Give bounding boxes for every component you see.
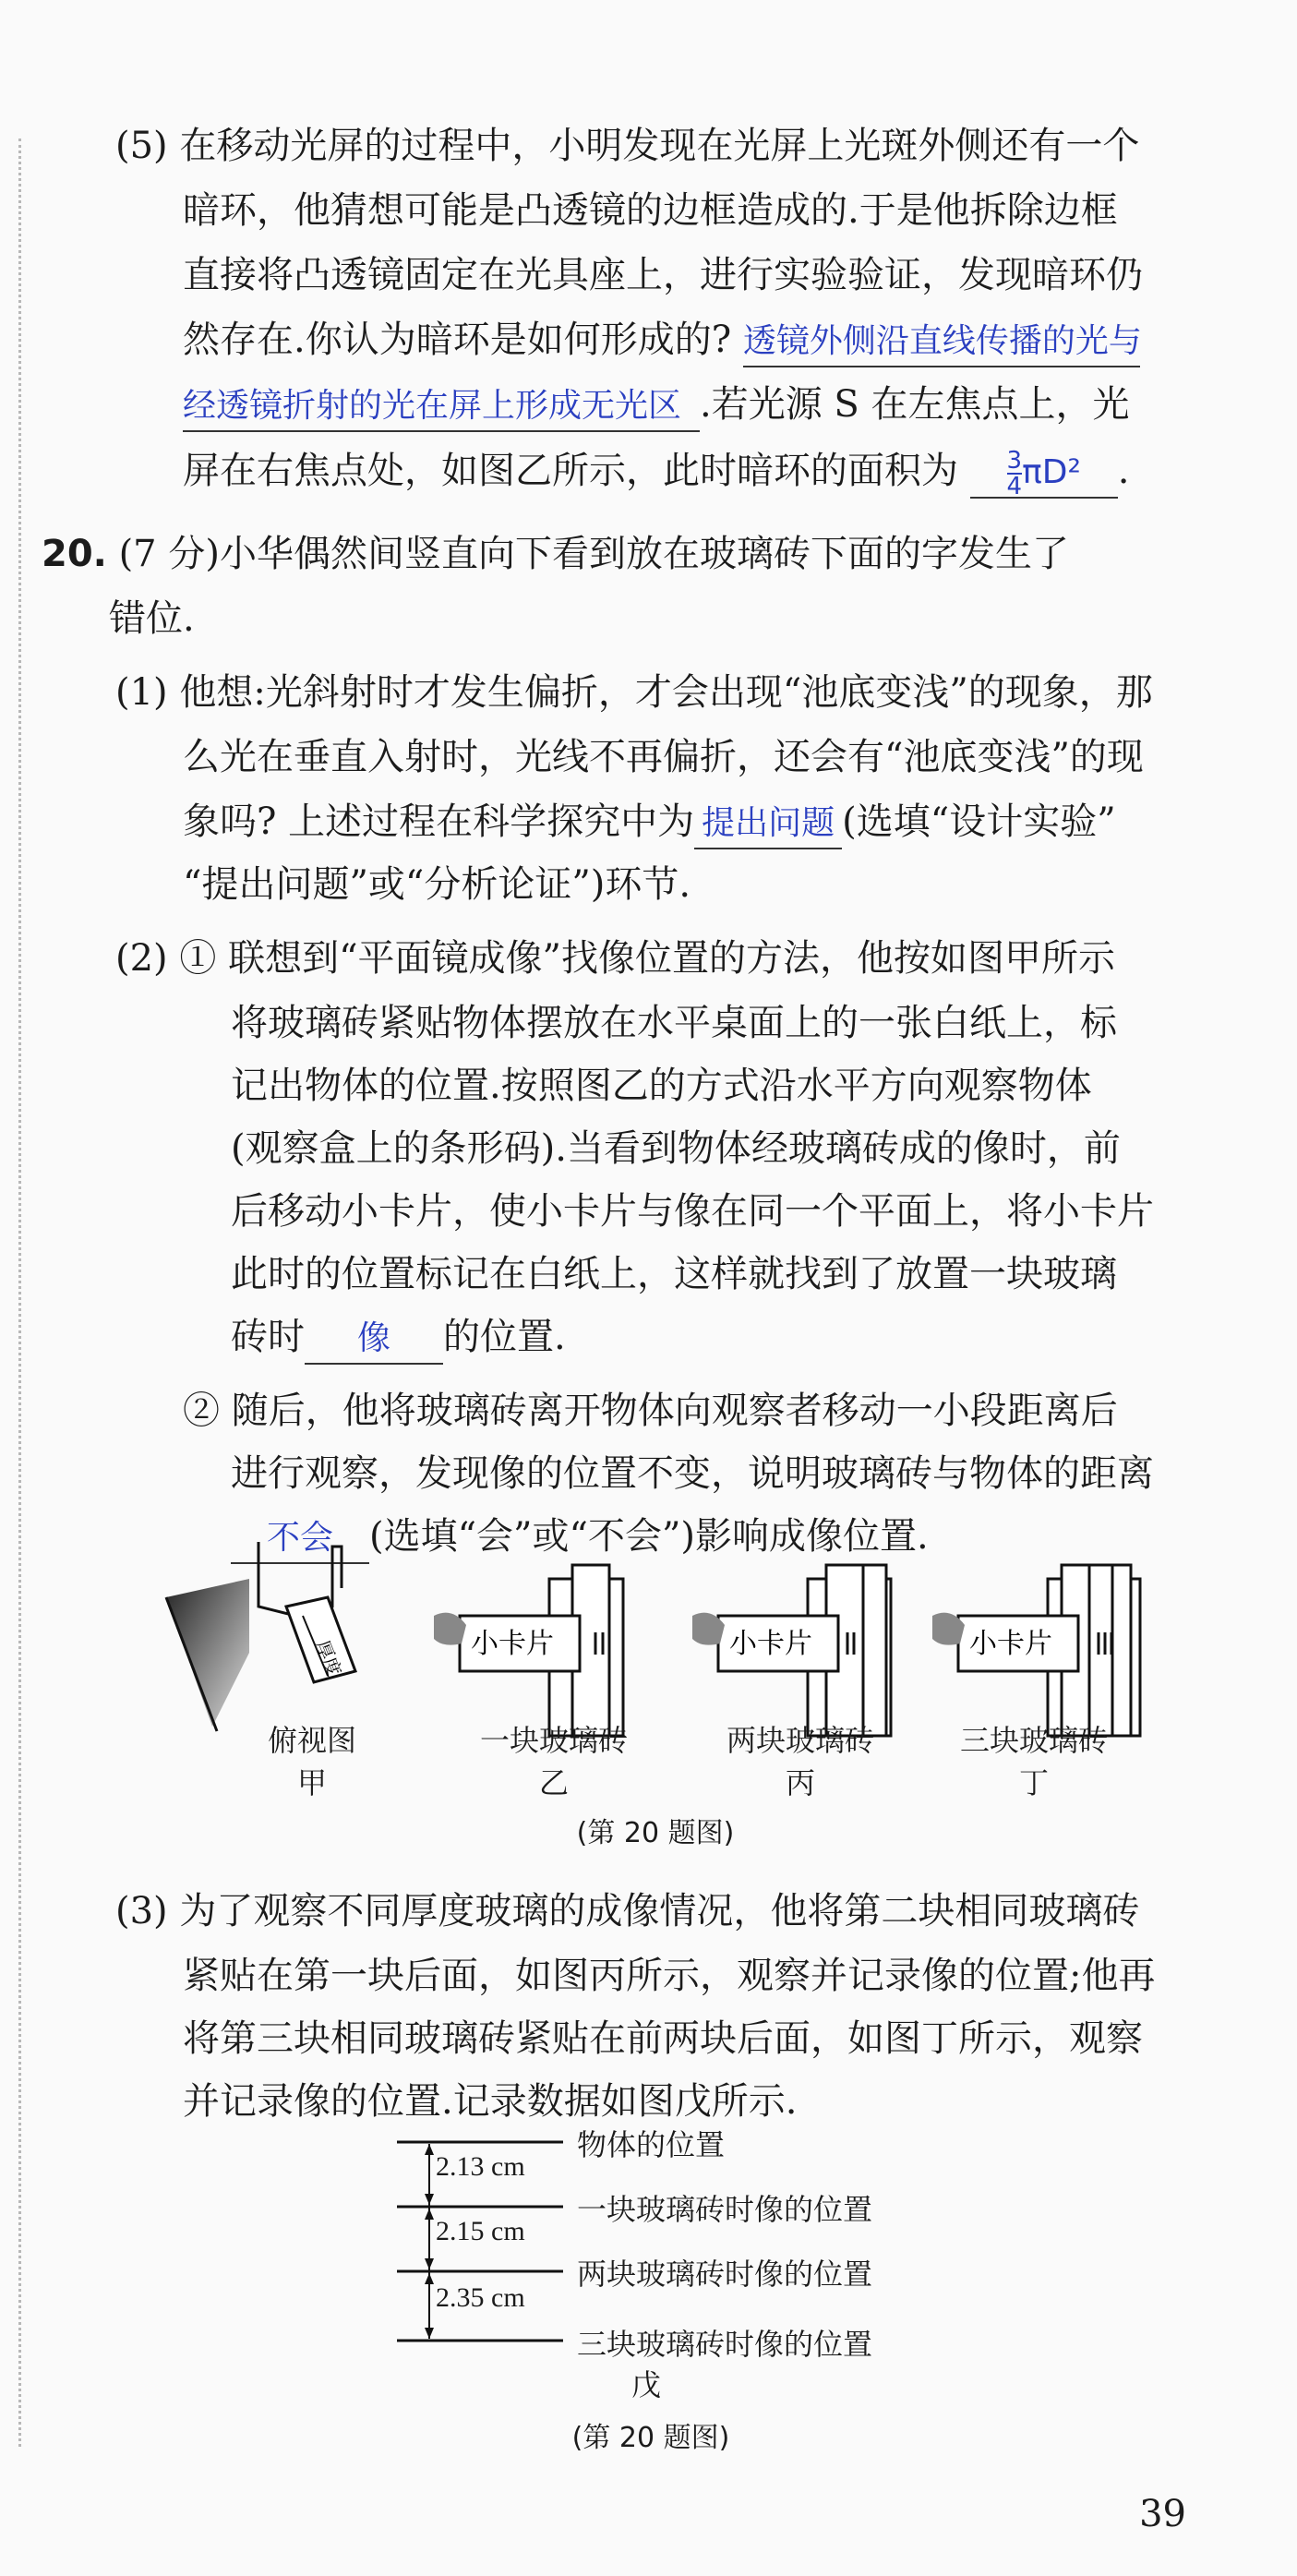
q20-2-c2-line1: ② 随后，他将玻璃砖离开物体向观察者移动一小段距离后 [183, 1390, 1118, 1432]
q19-5-line4: 然存在.你认为暗环是如何形成的? 透镜外侧沿直线传播的光与 [183, 312, 1140, 367]
q20-1-line1: (1) 他想:光斜射时才发生偏折，才会出现“池底变浅”的现象，那 [115, 671, 1153, 714]
q20-2-c1-line4: (观察盒上的条形码).当看到物体经玻璃砖成的像时，前 [231, 1127, 1121, 1170]
card-label-d: 小卡片 [969, 1628, 1052, 1660]
card-label-c: 小卡片 [729, 1628, 812, 1660]
distance-2: 2.15 cm [436, 2216, 525, 2246]
q20-2-c2-answer[interactable]: 不会 [231, 1514, 369, 1564]
q19-5-line5: 经透镜折射的光在屏上形成无光区 .若光源 S 在左焦点上，光 [183, 377, 1130, 432]
q20-1-line2: 么光在垂直入射时，光线不再偏折，还会有“池底变浅”的现 [183, 736, 1144, 778]
three-blocks-figure [932, 1565, 1140, 1736]
figure-caption-1: (第 20 题图) [576, 1817, 735, 1849]
two-blocks-figure [692, 1565, 891, 1736]
q19-5-line1: (5) 在移动光屏的过程中，小明发现在光屏上光斑外侧还有一个 [115, 125, 1140, 167]
card-label-b: 小卡片 [471, 1628, 554, 1660]
q20-2-c1-answer[interactable]: 像 [305, 1315, 443, 1365]
distance-3: 2.35 cm [436, 2282, 525, 2313]
q19-5-answer-b[interactable]: 经透镜折射的光在屏上形成无光区 [183, 382, 700, 432]
q19-5-line6: 屏在右焦点处，如图乙所示，此时暗环的面积为 $\frac{3}{4}$ πD² . [183, 447, 1130, 500]
q20-2-c2-line2: 进行观察，发现像的位置不变，说明玻璃砖与物体的距离 [231, 1452, 1154, 1495]
q20-3-line2: 紧贴在第一块后面，如图丙所示，观察并记录像的位置;他再 [183, 1955, 1156, 1997]
q20-2-c1-line7: 砖时 像 的位置. [231, 1309, 566, 1365]
q20-2-c2-line3: 不会 (选填“会”或“不会”)影响成像位置. [231, 1509, 929, 1564]
figure-wu-label: 戊 [630, 2367, 661, 2402]
one-block-figure [434, 1565, 623, 1736]
label-object-position: 物体的位置 [577, 2127, 726, 2162]
q20-1-line3: 象吗? 上述过程在科学探究中为 提出问题 (选填“设计实验” [183, 794, 1116, 849]
caption-bing: 两块玻璃砖 丙 [726, 1723, 874, 1800]
label-one-block: 一块玻璃砖时像的位置 [577, 2192, 873, 2227]
q19-5-line3: 直接将凸透镜固定在光具座上，进行实验验证，发现暗环仍 [183, 254, 1143, 296]
label-three-blocks: 三块玻璃砖时像的位置 [577, 2327, 873, 2362]
q20-2-c1-line3: 记出物体的位置.按照图乙的方式沿水平方向观察物体 [231, 1065, 1092, 1107]
q20-3-line3: 将第三块相同玻璃砖紧贴在前两块后面，如图丁所示，观察 [183, 2017, 1143, 2060]
binding-margin [18, 138, 21, 2447]
thickness-label: 厚度 [311, 1636, 346, 1679]
q20-2-c1-line5: 后移动小卡片，使小卡片与像在同一个平面上，将小卡片 [231, 1190, 1154, 1233]
top-view-figure [166, 1542, 355, 1731]
q20-2-c1-line6: 此时的位置标记在白纸上，这样就找到了放置一块玻璃 [231, 1253, 1117, 1295]
page-number: 39 [1139, 2493, 1186, 2535]
q20-2-c1-line1: (2) ① 联想到“平面镜成像”找像位置的方法，他按如图甲所示 [115, 937, 1116, 980]
q20-1-answer[interactable]: 提出问题 [694, 800, 842, 849]
q19-5-area-answer[interactable]: $\frac{3}{4}$ πD² [970, 449, 1118, 499]
q19-5-line2: 暗环，他猜想可能是凸透镜的边框造成的.于是他拆除边框 [183, 189, 1118, 232]
caption-ding: 三块玻璃砖 丁 [959, 1723, 1108, 1800]
label-two-blocks: 两块玻璃砖时像的位置 [577, 2257, 873, 2292]
caption-yi: 一块玻璃砖 乙 [479, 1723, 628, 1800]
q20-1-line4: “提出问题”或“分析论证”)环节. [183, 863, 691, 906]
figure-caption-2: (第 20 题图) [571, 2422, 730, 2454]
q20-2-c1-line2: 将玻璃砖紧贴物体摆放在水平桌面上的一张白纸上，标 [231, 1002, 1117, 1044]
q20-stem-line1: 20. (7 分)小华偶然间竖直向下看到放在玻璃砖下面的字发生了 [42, 533, 1069, 575]
caption-jia: 俯视图 甲 [267, 1723, 356, 1800]
q20-3-line4: 并记录像的位置.记录数据如图戊所示. [183, 2080, 798, 2123]
q20-stem-line2: 错位. [109, 597, 195, 640]
q19-5-answer-a[interactable]: 透镜外侧沿直线传播的光与 [743, 318, 1140, 367]
q20-3-line1: (3) 为了观察不同厚度玻璃的成像情况，他将第二块相同玻璃砖 [115, 1890, 1140, 1932]
distance-1: 2.13 cm [436, 2151, 525, 2182]
